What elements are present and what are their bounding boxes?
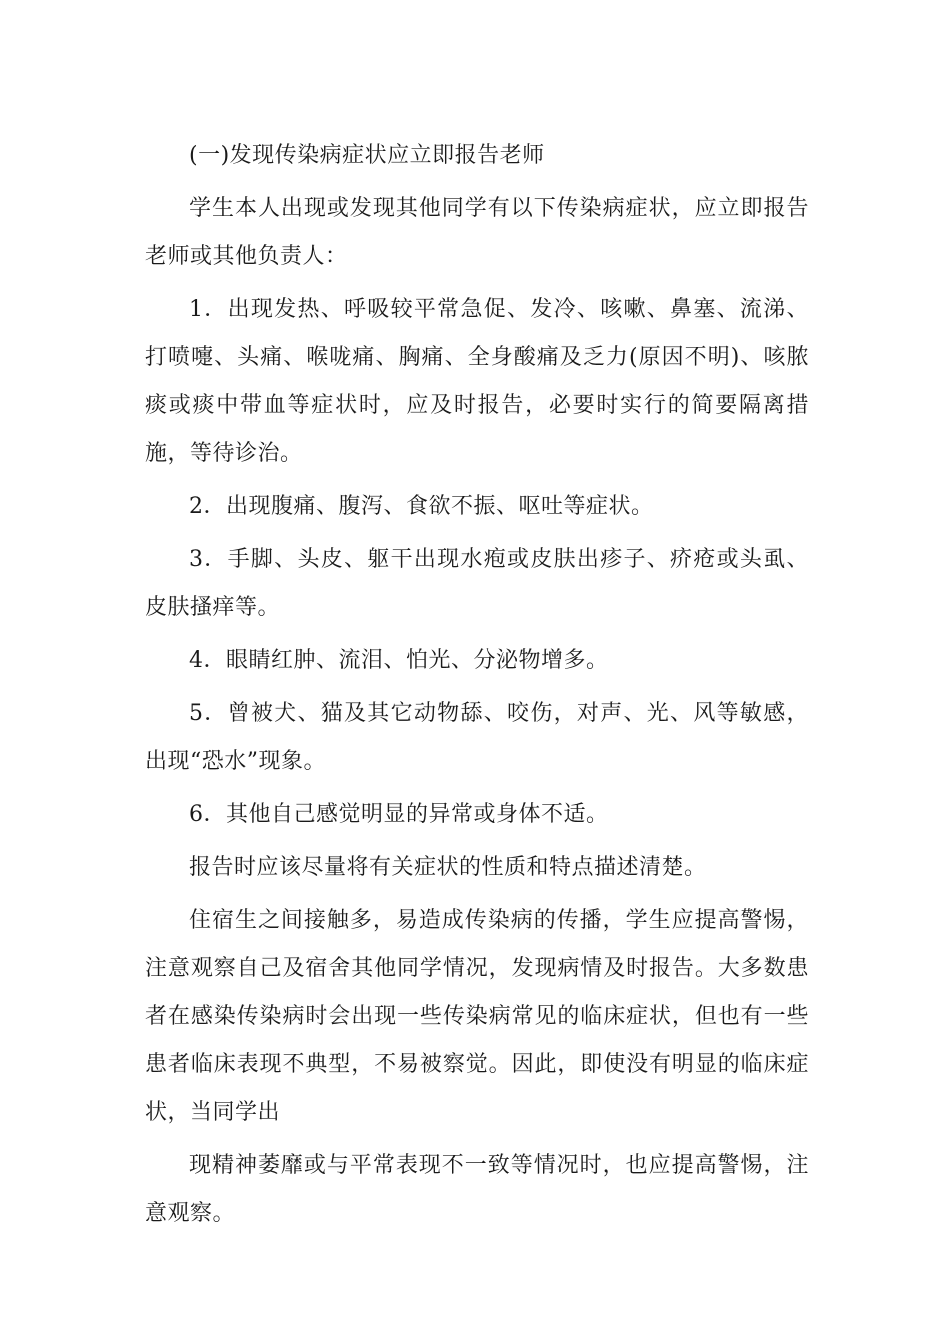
paragraph-dormitory: 住宿生之间接触多，易造成传染病的传播，学生应提高警惕，注意观察自己及宿舍其他同学情况，发现病情及时报告。大多数患者在感染传染病时会出现一些传染病常见的临床症状，但也有一些患者临床表现不典型，不易被察觉。因此，即使没有明显的临床症状，当同学出 [145,908,809,1125]
list-item-6: 6．其他自己感觉明显的异常或身体不适。 [189,802,609,827]
list-item-5: 5．曾被犬、猫及其它动物舔、咬伤，对声、光、风等敏感，出现“恐水”现象。 [145,701,809,774]
paragraph-intro: 学生本人出现或发现其他同学有以下传染病症状，应立即报告老师或其他负责人： [145,196,809,269]
paragraph-report: 报告时应该尽量将有关症状的性质和特点描述清楚。 [189,855,707,880]
list-item-4: 4．眼睛红肿、流泪、怕光、分泌物增多。 [189,648,609,673]
section-heading: (一)发现传染病症状应立即报告老师 [189,143,545,168]
paragraph-closing: 现精神萎靡或与平常表现不一致等情况时，也应提高警惕，注意观察。 [145,1153,809,1226]
document-body [145,132,809,1243]
list-item-1: 1．出现发热、呼吸较平常急促、发冷、咳嗽、鼻塞、流涕、打喷嚏、头痛、喉咙痛、胸痛、全身酸痛及乏力(原因不明)、咳脓痰或痰中带血等症状时，应及时报告，必要时实行的简要隔离措施，等待诊治。 [145,297,809,466]
list-item-3: 3．手脚、头皮、躯干出现水疱或皮肤出疹子、疥疮或头虱、皮肤搔痒等。 [145,547,809,620]
list-item-2: 2．出现腹痛、腹泻、食欲不振、呕吐等症状。 [189,494,654,519]
